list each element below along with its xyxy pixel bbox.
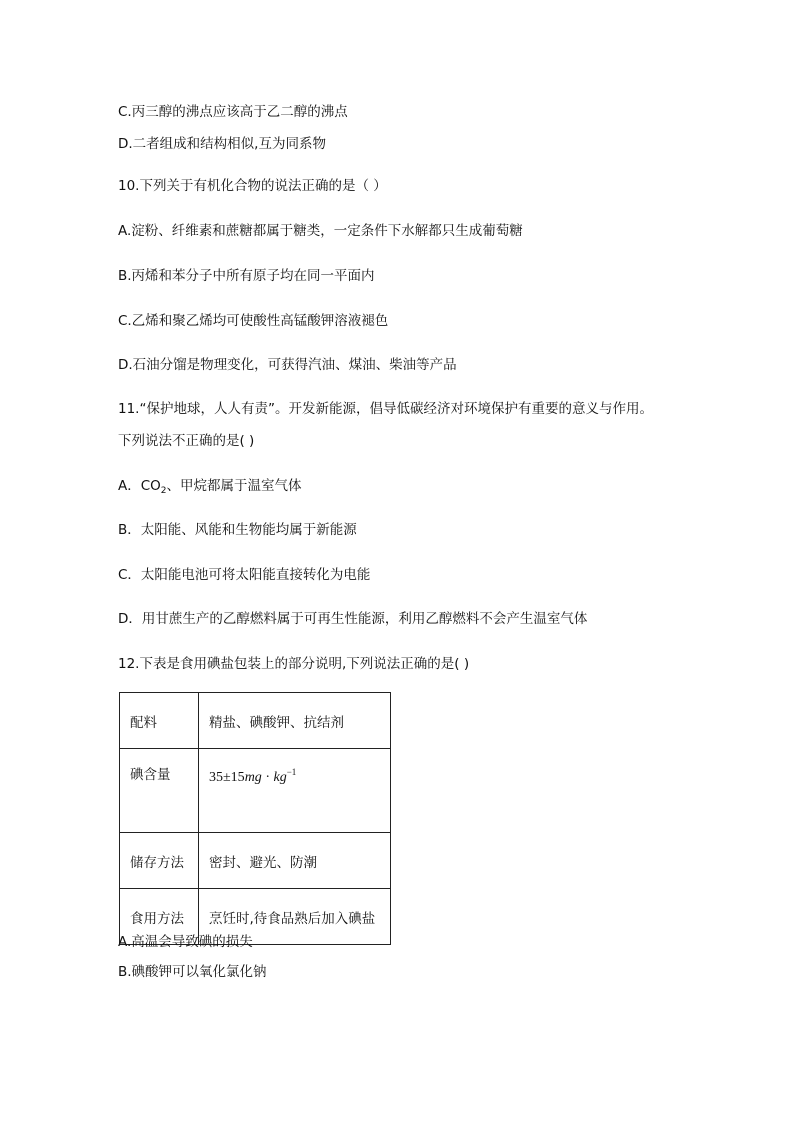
table-cell-label: 储存方法 — [120, 833, 199, 889]
table-cell-value: 精盐、碘酸钾、抗结剂 — [199, 693, 391, 749]
table-cell-value: 密封、避光、防潮 — [199, 833, 391, 889]
q12-option-a: A.高温会导致碘的损失 — [118, 934, 253, 950]
table-cell-label: 碘含量 — [120, 749, 199, 833]
table-cell-value — [199, 749, 391, 833]
q11-stem-line2: 下列说法不正确的是( ) — [118, 433, 255, 449]
q10-option-b: B.丙烯和苯分子中所有原子均在同一平面内 — [118, 268, 375, 284]
table-cell-label: 食用方法 — [120, 889, 199, 945]
q10-stem: 10.下列关于有机化合物的说法正确的是（ ） — [118, 178, 387, 194]
q12-option-b: B.碘酸钾可以氧化氯化钠 — [118, 964, 267, 980]
q11-option-a-suffix: 、甲烷都属于温室气体 — [166, 478, 302, 494]
iodine-content-formula: $35\pm 15mg \cdot kg^{-1}$ — [209, 767, 297, 785]
table-row — [120, 693, 391, 749]
q11-option-d: D．用甘蔗生产的乙醇燃料属于可再生性能源，利用乙醇燃料不会产生温室气体 — [118, 611, 588, 627]
q11-stem-line1: 11.“保护地球，人人有责”。开发新能源，倡导低碳经济对环境保护有重要的意义与作用。 — [118, 401, 653, 417]
q10-option-c: C.乙烯和聚乙烯均可使酸性高锰酸钾溶液褪色 — [118, 313, 389, 329]
q11-option-c: C．太阳能电池可将太阳能直接转化为电能 — [118, 567, 371, 583]
table-row — [120, 833, 391, 889]
q10-option-a: A.淀粉、纤维素和蔗糖都属于糖类，一定条件下水解都只生成葡萄糖 — [118, 223, 523, 239]
q11-option-a — [118, 477, 302, 500]
q12-stem: 12.下表是食用碘盐包装上的部分说明,下列说法正确的是( ) — [118, 656, 470, 672]
q9-option-d: D.二者组成和结构相似,互为同系物 — [118, 136, 326, 152]
table-row — [120, 749, 391, 833]
q11-option-b: B．太阳能、风能和生物能均属于新能源 — [118, 522, 357, 538]
table-cell-value: 烹饪时,待食品熟后加入碘盐 — [199, 889, 391, 945]
q10-option-d: D.石油分馏是物理变化，可获得汽油、煤油、柴油等产品 — [118, 357, 457, 373]
q11-option-a-prefix: A．CO — [118, 478, 161, 494]
table-cell-label: 配料 — [120, 693, 199, 749]
q9-option-c: C.丙三醇的沸点应该高于乙二醇的沸点 — [118, 104, 348, 120]
q11-option-a-subscript: 2 — [160, 486, 167, 496]
iodized-salt-info-table — [119, 692, 391, 945]
